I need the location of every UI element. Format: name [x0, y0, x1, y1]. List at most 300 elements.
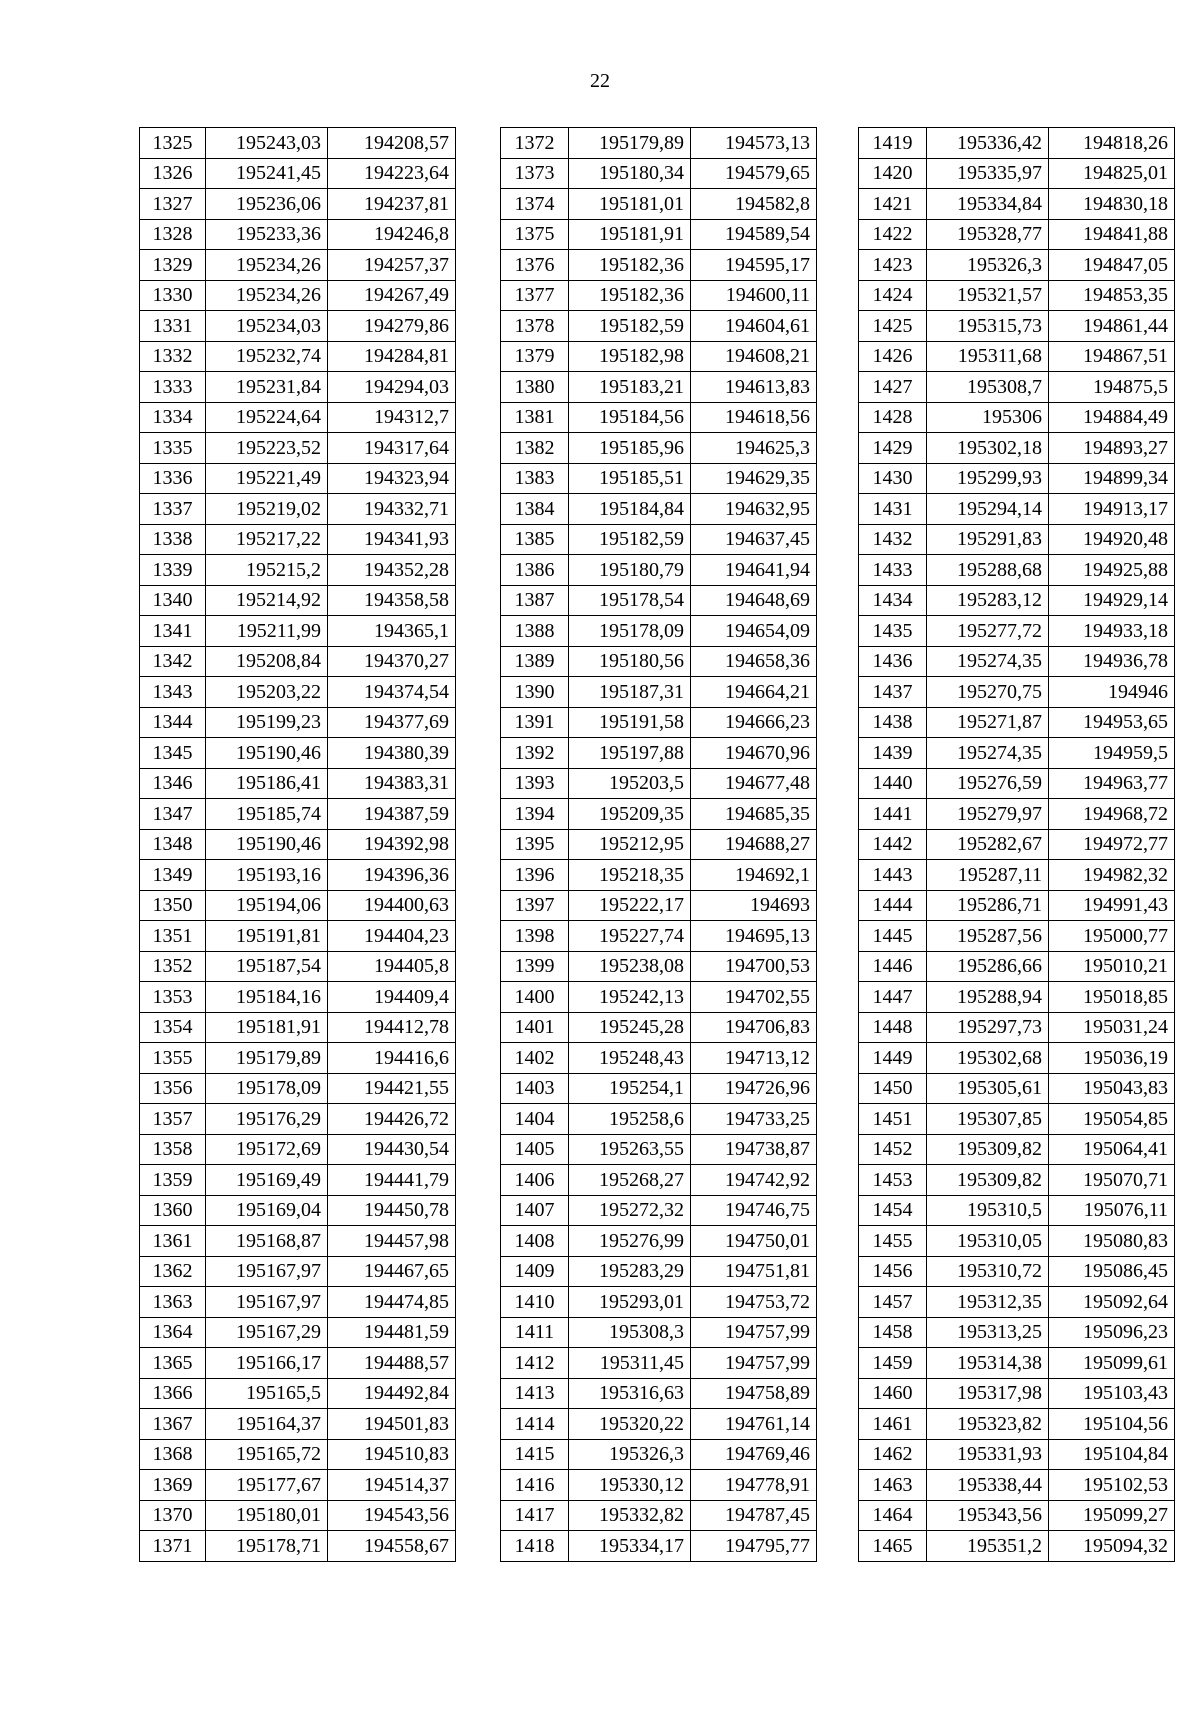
y-coordinate-cell: 195000,77: [1049, 921, 1175, 952]
point-number-cell: 1349: [140, 860, 206, 891]
y-coordinate-cell: 195018,85: [1049, 982, 1175, 1013]
x-coordinate-cell: 195184,84: [569, 494, 691, 525]
y-coordinate-cell: 195010,21: [1049, 951, 1175, 982]
point-number-cell: 1355: [140, 1043, 206, 1074]
point-number-cell: 1397: [501, 890, 569, 921]
y-coordinate-cell: 195092,64: [1049, 1287, 1175, 1318]
y-coordinate-cell: 194284,81: [328, 341, 456, 372]
point-number-cell: 1369: [140, 1470, 206, 1501]
x-coordinate-cell: 195331,93: [927, 1439, 1049, 1470]
y-coordinate-cell: 194279,86: [328, 311, 456, 342]
point-number-cell: 1362: [140, 1256, 206, 1287]
x-coordinate-cell: 195211,99: [206, 616, 328, 647]
y-coordinate-cell: 194972,77: [1049, 829, 1175, 860]
table-row: [140, 128, 456, 159]
point-number-cell: 1420: [859, 158, 927, 189]
x-coordinate-cell: 195328,77: [927, 219, 1049, 250]
table-row: [859, 158, 1175, 189]
x-coordinate-cell: 195321,57: [927, 280, 1049, 311]
x-coordinate-cell: 195168,87: [206, 1226, 328, 1257]
table-row: [859, 1043, 1175, 1074]
y-coordinate-cell: 194237,81: [328, 189, 456, 220]
point-number-cell: 1461: [859, 1409, 927, 1440]
table-row: [859, 1104, 1175, 1135]
y-coordinate-cell: 194853,35: [1049, 280, 1175, 311]
point-number-cell: 1330: [140, 280, 206, 311]
x-coordinate-cell: 195164,37: [206, 1409, 328, 1440]
x-coordinate-cell: 195223,52: [206, 433, 328, 464]
y-coordinate-cell: 195094,32: [1049, 1531, 1175, 1562]
y-coordinate-cell: 194457,98: [328, 1226, 456, 1257]
y-coordinate-cell: 195064,41: [1049, 1134, 1175, 1165]
y-coordinate-cell: 194688,27: [691, 829, 817, 860]
y-coordinate-cell: 194847,05: [1049, 250, 1175, 281]
table-row: [859, 1317, 1175, 1348]
table-row: [140, 494, 456, 525]
x-coordinate-cell: 195286,71: [927, 890, 1049, 921]
x-coordinate-cell: 195187,54: [206, 951, 328, 982]
point-number-cell: 1434: [859, 585, 927, 616]
x-coordinate-cell: 195182,36: [569, 280, 691, 311]
table-row: [140, 829, 456, 860]
point-number-cell: 1365: [140, 1348, 206, 1379]
point-number-cell: 1413: [501, 1378, 569, 1409]
table-row: [859, 494, 1175, 525]
x-coordinate-cell: 195197,88: [569, 738, 691, 769]
table-row: [501, 128, 817, 159]
point-number-cell: 1395: [501, 829, 569, 860]
x-coordinate-cell: 195169,49: [206, 1165, 328, 1196]
point-number-cell: 1332: [140, 341, 206, 372]
table-row: [501, 250, 817, 281]
y-coordinate-cell: 195086,45: [1049, 1256, 1175, 1287]
point-number-cell: 1344: [140, 707, 206, 738]
y-coordinate-cell: 194246,8: [328, 219, 456, 250]
y-coordinate-cell: 194370,27: [328, 646, 456, 677]
table-row: [859, 646, 1175, 677]
point-number-cell: 1327: [140, 189, 206, 220]
y-coordinate-cell: 194501,83: [328, 1409, 456, 1440]
y-coordinate-cell: 194899,34: [1049, 463, 1175, 494]
point-number-cell: 1401: [501, 1012, 569, 1043]
table-row: [859, 799, 1175, 830]
y-coordinate-cell: 194208,57: [328, 128, 456, 159]
x-coordinate-cell: 195248,43: [569, 1043, 691, 1074]
table-row: [501, 616, 817, 647]
x-coordinate-cell: 195310,05: [927, 1226, 1049, 1257]
x-coordinate-cell: 195234,26: [206, 250, 328, 281]
x-coordinate-cell: 195193,16: [206, 860, 328, 891]
x-coordinate-cell: 195307,85: [927, 1104, 1049, 1135]
table-row: [859, 1500, 1175, 1531]
point-number-cell: 1402: [501, 1043, 569, 1074]
y-coordinate-cell: 194604,61: [691, 311, 817, 342]
x-coordinate-cell: 195274,35: [927, 738, 1049, 769]
x-coordinate-cell: 195178,09: [569, 616, 691, 647]
table-row: [859, 280, 1175, 311]
point-number-cell: 1375: [501, 219, 569, 250]
point-number-cell: 1373: [501, 158, 569, 189]
y-coordinate-cell: 194738,87: [691, 1134, 817, 1165]
x-coordinate-cell: 195166,17: [206, 1348, 328, 1379]
table-row: [859, 555, 1175, 586]
point-number-cell: 1408: [501, 1226, 569, 1257]
point-number-cell: 1381: [501, 402, 569, 433]
x-coordinate-cell: 195185,51: [569, 463, 691, 494]
y-coordinate-cell: 194352,28: [328, 555, 456, 586]
point-number-cell: 1390: [501, 677, 569, 708]
y-coordinate-cell: 194769,46: [691, 1439, 817, 1470]
table-row: [501, 158, 817, 189]
point-number-cell: 1455: [859, 1226, 927, 1257]
point-number-cell: 1346: [140, 768, 206, 799]
table-row: [140, 1287, 456, 1318]
y-coordinate-cell: 194753,72: [691, 1287, 817, 1318]
point-number-cell: 1429: [859, 433, 927, 464]
y-coordinate-cell: 194358,58: [328, 585, 456, 616]
table-row: [501, 189, 817, 220]
x-coordinate-cell: 195310,72: [927, 1256, 1049, 1287]
point-number-cell: 1441: [859, 799, 927, 830]
x-coordinate-cell: 195335,97: [927, 158, 1049, 189]
y-coordinate-cell: 194396,36: [328, 860, 456, 891]
point-number-cell: 1409: [501, 1256, 569, 1287]
point-number-cell: 1453: [859, 1165, 927, 1196]
x-coordinate-cell: 195231,84: [206, 372, 328, 403]
x-coordinate-cell: 195274,35: [927, 646, 1049, 677]
table-row: [501, 1470, 817, 1501]
x-coordinate-cell: 195320,22: [569, 1409, 691, 1440]
point-number-cell: 1398: [501, 921, 569, 952]
x-coordinate-cell: 195308,3: [569, 1317, 691, 1348]
table-row: [501, 1195, 817, 1226]
table-row: [501, 1348, 817, 1379]
point-number-cell: 1385: [501, 524, 569, 555]
x-coordinate-cell: 195294,14: [927, 494, 1049, 525]
table-row: [140, 250, 456, 281]
table-row: [501, 1104, 817, 1135]
point-number-cell: 1379: [501, 341, 569, 372]
table-row: [859, 463, 1175, 494]
y-coordinate-cell: 194618,56: [691, 402, 817, 433]
point-number-cell: 1333: [140, 372, 206, 403]
table-row: [859, 1073, 1175, 1104]
x-coordinate-cell: 195208,84: [206, 646, 328, 677]
point-number-cell: 1443: [859, 860, 927, 891]
point-number-cell: 1359: [140, 1165, 206, 1196]
table-row: [501, 921, 817, 952]
x-coordinate-cell: 195185,74: [206, 799, 328, 830]
table-row: [859, 311, 1175, 342]
point-number-cell: 1426: [859, 341, 927, 372]
x-coordinate-cell: 195334,17: [569, 1531, 691, 1562]
table-row: [859, 128, 1175, 159]
x-coordinate-cell: 195315,73: [927, 311, 1049, 342]
table-row: [140, 1409, 456, 1440]
y-coordinate-cell: 194582,8: [691, 189, 817, 220]
y-coordinate-cell: 195099,61: [1049, 1348, 1175, 1379]
x-coordinate-cell: 195243,03: [206, 128, 328, 159]
x-coordinate-cell: 195190,46: [206, 829, 328, 860]
x-coordinate-cell: 195217,22: [206, 524, 328, 555]
point-number-cell: 1445: [859, 921, 927, 952]
y-coordinate-cell: 194392,98: [328, 829, 456, 860]
point-number-cell: 1338: [140, 524, 206, 555]
x-coordinate-cell: 195199,23: [206, 707, 328, 738]
x-coordinate-cell: 195203,22: [206, 677, 328, 708]
x-coordinate-cell: 195323,82: [927, 1409, 1049, 1440]
y-coordinate-cell: 194573,13: [691, 128, 817, 159]
point-number-cell: 1371: [140, 1531, 206, 1562]
point-number-cell: 1465: [859, 1531, 927, 1562]
table-row: [140, 1378, 456, 1409]
point-number-cell: 1439: [859, 738, 927, 769]
table-row: [140, 890, 456, 921]
x-coordinate-cell: 195191,81: [206, 921, 328, 952]
coordinates-table-3: [858, 127, 1175, 1562]
point-number-cell: 1372: [501, 128, 569, 159]
point-number-cell: 1412: [501, 1348, 569, 1379]
table-row: [859, 189, 1175, 220]
y-coordinate-cell: 194383,31: [328, 768, 456, 799]
y-coordinate-cell: 194579,65: [691, 158, 817, 189]
y-coordinate-cell: 194608,21: [691, 341, 817, 372]
x-coordinate-cell: 195184,56: [569, 402, 691, 433]
table-row: [140, 1165, 456, 1196]
y-coordinate-cell: 194323,94: [328, 463, 456, 494]
point-number-cell: 1430: [859, 463, 927, 494]
y-coordinate-cell: 194405,8: [328, 951, 456, 982]
table-row: [501, 1409, 817, 1440]
x-coordinate-cell: 195181,01: [569, 189, 691, 220]
table-row: [501, 677, 817, 708]
y-coordinate-cell: 194481,59: [328, 1317, 456, 1348]
y-coordinate-cell: 195104,84: [1049, 1439, 1175, 1470]
table-row: [501, 372, 817, 403]
point-number-cell: 1448: [859, 1012, 927, 1043]
table-row: [501, 1226, 817, 1257]
x-coordinate-cell: 195182,98: [569, 341, 691, 372]
coordinates-table-2: [500, 127, 817, 1562]
x-coordinate-cell: 195221,49: [206, 463, 328, 494]
table-row: [140, 677, 456, 708]
table-row: [501, 982, 817, 1013]
table-row: [501, 1378, 817, 1409]
y-coordinate-cell: 194374,54: [328, 677, 456, 708]
table-row: [859, 738, 1175, 769]
y-coordinate-cell: 194929,14: [1049, 585, 1175, 616]
point-number-cell: 1396: [501, 860, 569, 891]
point-number-cell: 1374: [501, 189, 569, 220]
x-coordinate-cell: 195209,35: [569, 799, 691, 830]
y-coordinate-cell: 194474,85: [328, 1287, 456, 1318]
y-coordinate-cell: 194492,84: [328, 1378, 456, 1409]
point-number-cell: 1454: [859, 1195, 927, 1226]
table-row: [859, 951, 1175, 982]
x-coordinate-cell: 195299,93: [927, 463, 1049, 494]
point-number-cell: 1339: [140, 555, 206, 586]
x-coordinate-cell: 195313,25: [927, 1317, 1049, 1348]
point-number-cell: 1399: [501, 951, 569, 982]
table-row: [501, 585, 817, 616]
y-coordinate-cell: 194692,1: [691, 860, 817, 891]
table-row: [501, 219, 817, 250]
table-row: [859, 1226, 1175, 1257]
y-coordinate-cell: 194913,17: [1049, 494, 1175, 525]
y-coordinate-cell: 194746,75: [691, 1195, 817, 1226]
x-coordinate-cell: 195179,89: [569, 128, 691, 159]
table-row: [140, 311, 456, 342]
point-number-cell: 1363: [140, 1287, 206, 1318]
y-coordinate-cell: 194757,99: [691, 1317, 817, 1348]
x-coordinate-cell: 195268,27: [569, 1165, 691, 1196]
y-coordinate-cell: 194778,91: [691, 1470, 817, 1501]
x-coordinate-cell: 195178,09: [206, 1073, 328, 1104]
point-number-cell: 1331: [140, 311, 206, 342]
table-row: [501, 1012, 817, 1043]
table-row: [859, 402, 1175, 433]
point-number-cell: 1351: [140, 921, 206, 952]
y-coordinate-cell: 194963,77: [1049, 768, 1175, 799]
y-coordinate-cell: 195054,85: [1049, 1104, 1175, 1135]
y-coordinate-cell: 194365,1: [328, 616, 456, 647]
x-coordinate-cell: 195258,6: [569, 1104, 691, 1135]
table-row: [859, 1256, 1175, 1287]
table-row: [140, 189, 456, 220]
y-coordinate-cell: 194706,83: [691, 1012, 817, 1043]
y-coordinate-cell: 194654,09: [691, 616, 817, 647]
point-number-cell: 1325: [140, 128, 206, 159]
y-coordinate-cell: 194510,83: [328, 1439, 456, 1470]
point-number-cell: 1449: [859, 1043, 927, 1074]
x-coordinate-cell: 195276,59: [927, 768, 1049, 799]
table-row: [140, 280, 456, 311]
x-coordinate-cell: 195336,42: [927, 128, 1049, 159]
table-row: [501, 890, 817, 921]
point-number-cell: 1460: [859, 1378, 927, 1409]
x-coordinate-cell: 195178,71: [206, 1531, 328, 1562]
table-row: [859, 524, 1175, 555]
x-coordinate-cell: 195311,45: [569, 1348, 691, 1379]
table-row: [501, 1531, 817, 1562]
point-number-cell: 1342: [140, 646, 206, 677]
point-number-cell: 1378: [501, 311, 569, 342]
table-row: [140, 1470, 456, 1501]
x-coordinate-cell: 195187,31: [569, 677, 691, 708]
table-row: [859, 982, 1175, 1013]
x-coordinate-cell: 195306: [927, 402, 1049, 433]
point-number-cell: 1464: [859, 1500, 927, 1531]
point-number-cell: 1336: [140, 463, 206, 494]
table-row: [140, 707, 456, 738]
table-row: [501, 433, 817, 464]
table-row: [140, 860, 456, 891]
point-number-cell: 1406: [501, 1165, 569, 1196]
table-row: [140, 433, 456, 464]
point-number-cell: 1360: [140, 1195, 206, 1226]
y-coordinate-cell: 195103,43: [1049, 1378, 1175, 1409]
x-coordinate-cell: 195185,96: [569, 433, 691, 464]
point-number-cell: 1370: [140, 1500, 206, 1531]
x-coordinate-cell: 195238,08: [569, 951, 691, 982]
table-row: [859, 1470, 1175, 1501]
table-row: [859, 677, 1175, 708]
table-row: [859, 921, 1175, 952]
table-row: [859, 890, 1175, 921]
x-coordinate-cell: 195214,92: [206, 585, 328, 616]
y-coordinate-cell: 194700,53: [691, 951, 817, 982]
point-number-cell: 1440: [859, 768, 927, 799]
point-number-cell: 1343: [140, 677, 206, 708]
x-coordinate-cell: 195215,2: [206, 555, 328, 586]
x-coordinate-cell: 195326,3: [927, 250, 1049, 281]
table-row: [140, 1134, 456, 1165]
point-number-cell: 1452: [859, 1134, 927, 1165]
point-number-cell: 1421: [859, 189, 927, 220]
table-row: [140, 341, 456, 372]
y-coordinate-cell: 194387,59: [328, 799, 456, 830]
table-row: [859, 707, 1175, 738]
table-row: [501, 738, 817, 769]
point-number-cell: 1451: [859, 1104, 927, 1135]
point-number-cell: 1456: [859, 1256, 927, 1287]
x-coordinate-cell: 195182,59: [569, 311, 691, 342]
y-coordinate-cell: 194818,26: [1049, 128, 1175, 159]
x-coordinate-cell: 195297,73: [927, 1012, 1049, 1043]
point-number-cell: 1387: [501, 585, 569, 616]
table-row: [140, 1226, 456, 1257]
point-number-cell: 1422: [859, 219, 927, 250]
x-coordinate-cell: 195312,35: [927, 1287, 1049, 1318]
y-coordinate-cell: 194953,65: [1049, 707, 1175, 738]
point-number-cell: 1368: [140, 1439, 206, 1470]
y-coordinate-cell: 194600,11: [691, 280, 817, 311]
y-coordinate-cell: 195080,83: [1049, 1226, 1175, 1257]
point-number-cell: 1423: [859, 250, 927, 281]
x-coordinate-cell: 195276,99: [569, 1226, 691, 1257]
y-coordinate-cell: 194409,4: [328, 982, 456, 1013]
point-number-cell: 1450: [859, 1073, 927, 1104]
x-coordinate-cell: 195180,34: [569, 158, 691, 189]
x-coordinate-cell: 195254,1: [569, 1073, 691, 1104]
point-number-cell: 1356: [140, 1073, 206, 1104]
point-number-cell: 1462: [859, 1439, 927, 1470]
table-row: [140, 921, 456, 952]
point-number-cell: 1392: [501, 738, 569, 769]
point-number-cell: 1340: [140, 585, 206, 616]
y-coordinate-cell: 194666,23: [691, 707, 817, 738]
x-coordinate-cell: 195181,91: [569, 219, 691, 250]
x-coordinate-cell: 195326,3: [569, 1439, 691, 1470]
y-coordinate-cell: 194933,18: [1049, 616, 1175, 647]
table-row: [140, 799, 456, 830]
x-coordinate-cell: 195190,46: [206, 738, 328, 769]
table-row: [859, 372, 1175, 403]
y-coordinate-cell: 194421,55: [328, 1073, 456, 1104]
y-coordinate-cell: 194543,56: [328, 1500, 456, 1531]
point-number-cell: 1383: [501, 463, 569, 494]
table-row: [501, 1287, 817, 1318]
y-coordinate-cell: 195102,53: [1049, 1470, 1175, 1501]
y-coordinate-cell: 195099,27: [1049, 1500, 1175, 1531]
y-coordinate-cell: 194982,32: [1049, 860, 1175, 891]
point-number-cell: 1353: [140, 982, 206, 1013]
table-row: [140, 982, 456, 1013]
y-coordinate-cell: 194558,67: [328, 1531, 456, 1562]
point-number-cell: 1433: [859, 555, 927, 586]
y-coordinate-cell: 194795,77: [691, 1531, 817, 1562]
x-coordinate-cell: 195263,55: [569, 1134, 691, 1165]
